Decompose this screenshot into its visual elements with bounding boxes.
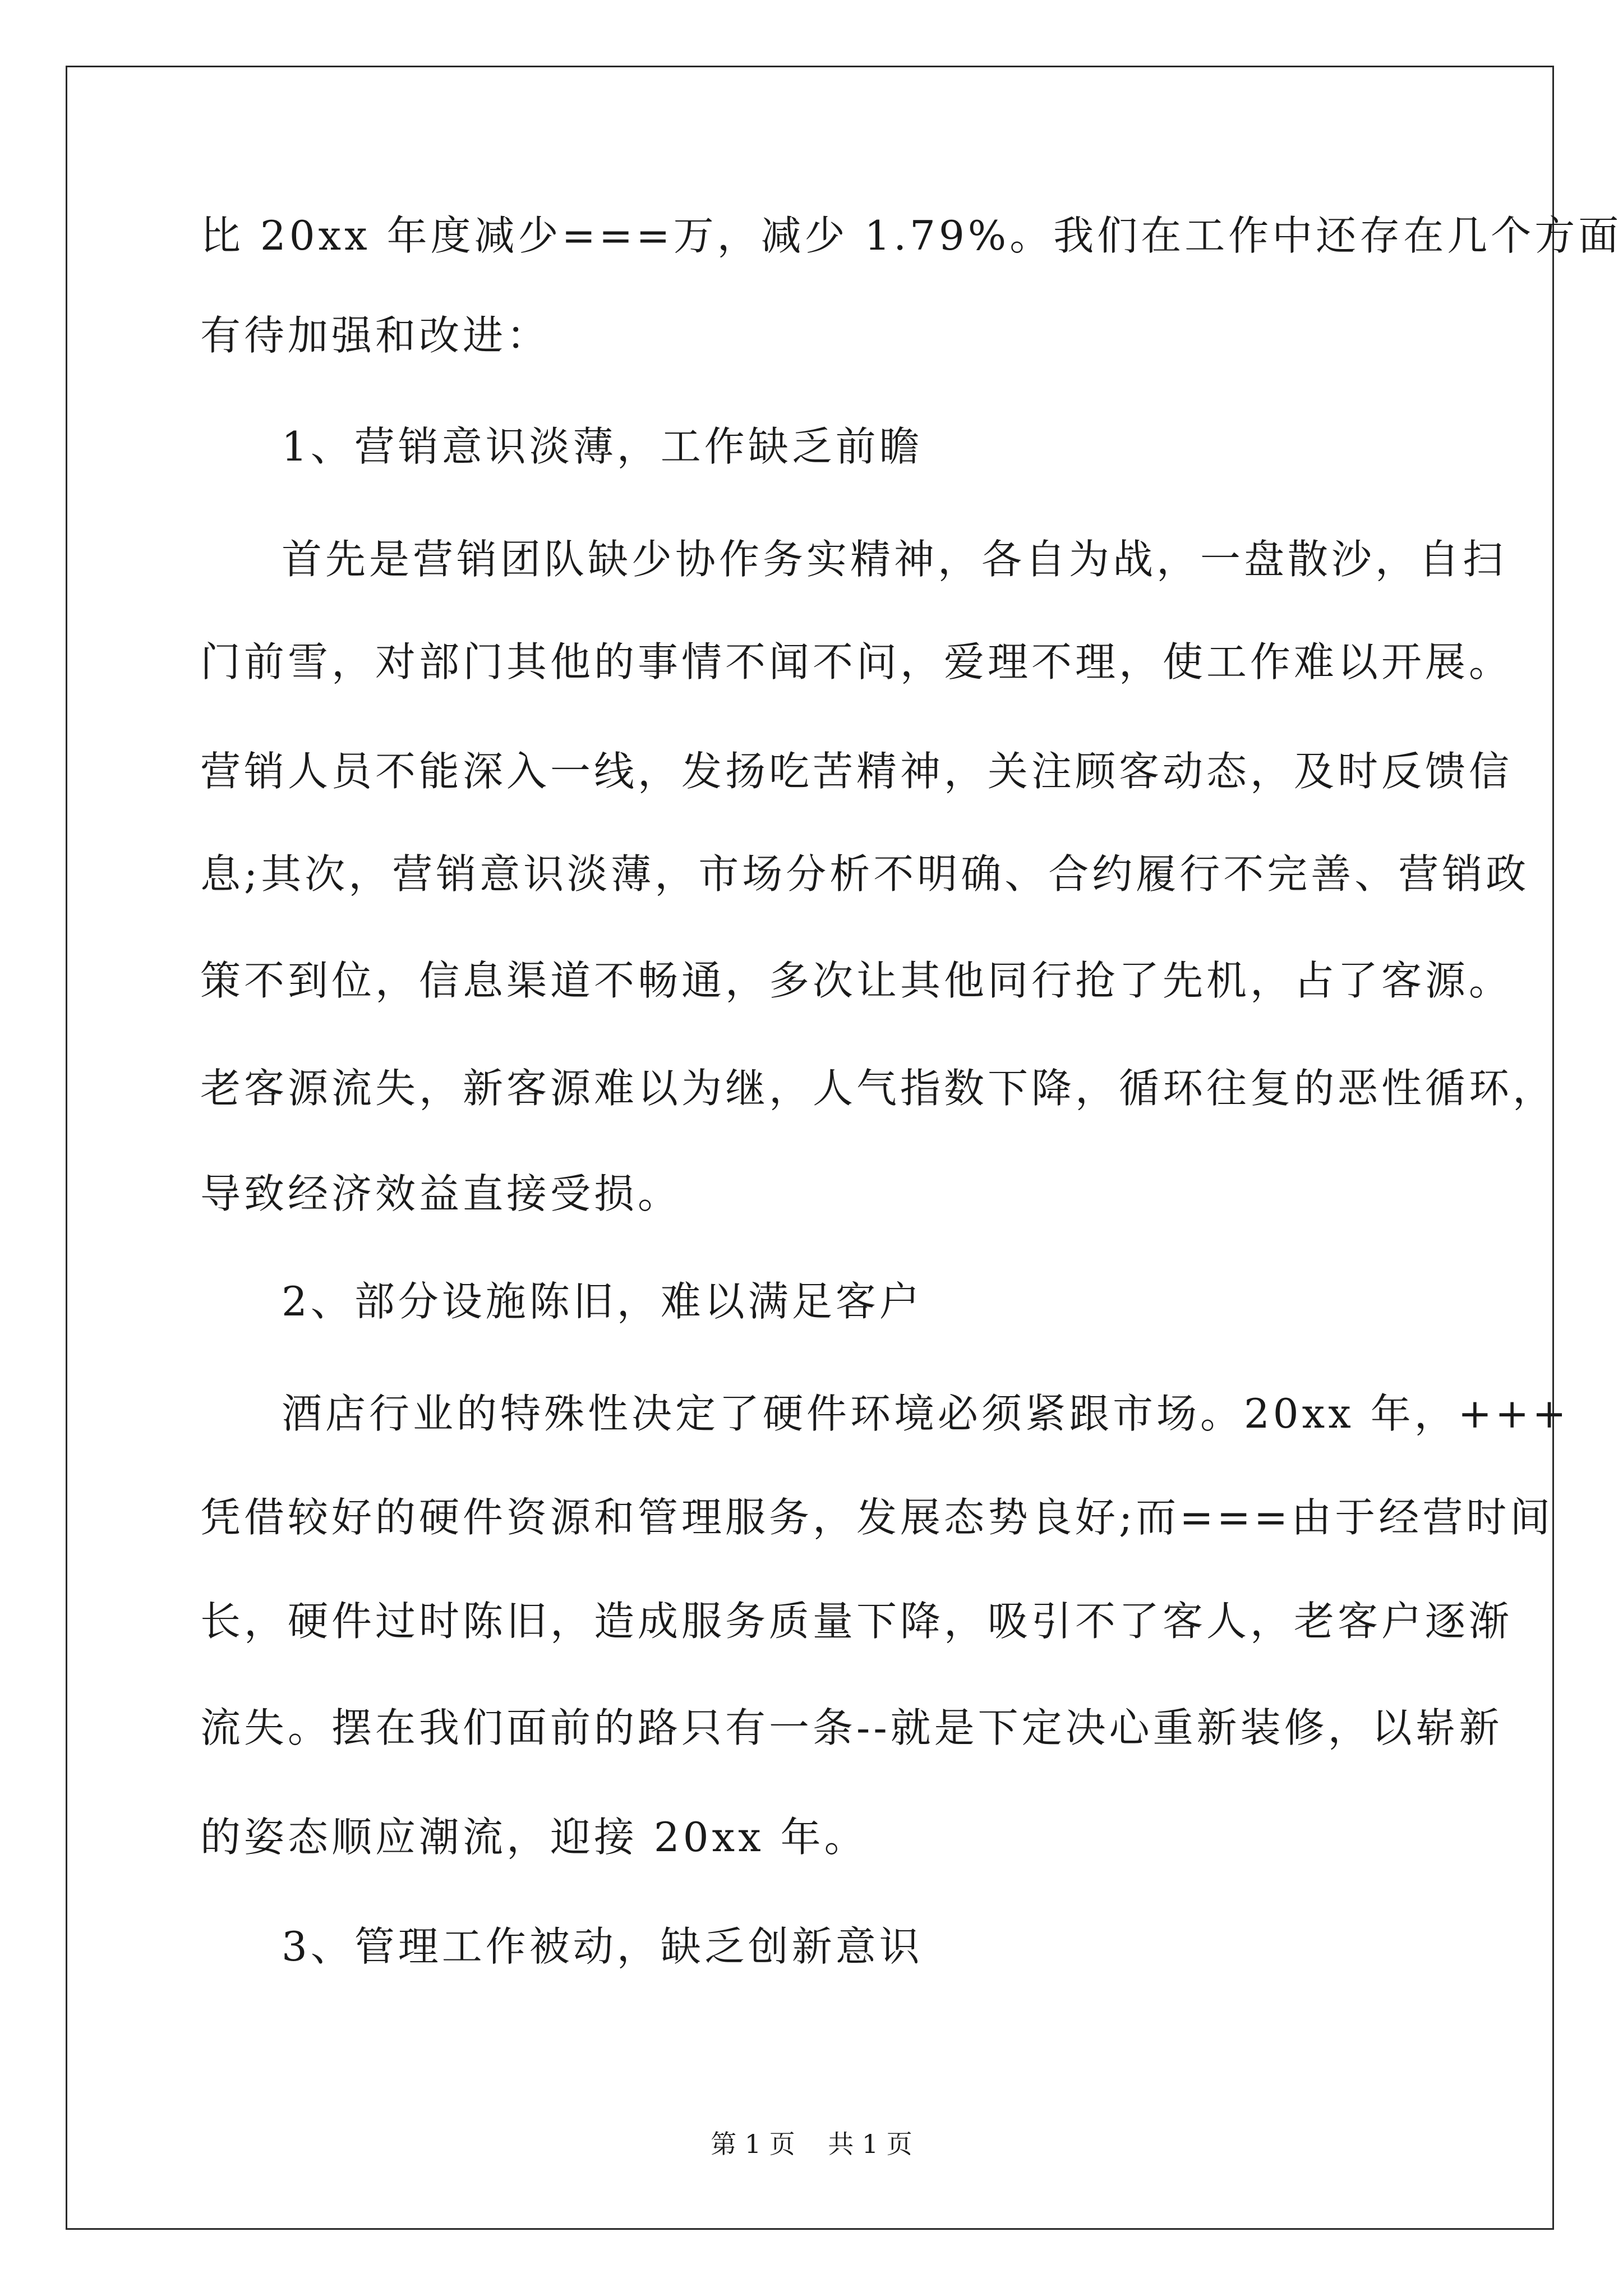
section-heading-2: 2、部分设施陈旧，难以满足客户: [282, 1278, 923, 1325]
text-line: 老客源流失，新客源难以为继，人气指数下降，循环往复的恶性循环，: [200, 1065, 1557, 1112]
text-line: 凭借较好的硬件资源和管理服务，发展态势良好;而===由于经营时间: [200, 1494, 1554, 1541]
section-heading-1: 1、营销意识淡薄，工作缺乏前瞻: [282, 423, 923, 470]
text-line: 首先是营销团队缺少协作务实精神，各自为战，一盘散沙，自扫: [282, 536, 1507, 583]
text-line: 长，硬件过时陈旧，造成服务质量下降，吸引不了客人，老客户逐渐: [200, 1598, 1513, 1645]
text-line: 策不到位，信息渠道不畅通，多次让其他同行抢了先机，占了客源。: [200, 957, 1513, 1004]
section-heading-3: 3、管理工作被动，缺乏创新意识: [282, 1923, 923, 1970]
text-line: 酒店行业的特殊性决定了硬件环境必须紧跟市场。20xx 年，+++: [282, 1390, 1570, 1437]
page-border: [66, 66, 1557, 2230]
text-line: 导致经济效益直接受损。: [200, 1170, 682, 1217]
text-line: 息;其次，营销意识淡薄，市场分析不明确、合约履行不完善、营销政: [200, 850, 1530, 898]
page-number-footer: 第 1 页 共 1 页: [711, 2129, 912, 2159]
text-line: 营销人员不能深入一线，发扬吃苦精神，关注顾客动态，及时反馈信: [200, 748, 1513, 795]
text-line: 比 20xx 年度减少===万，减少 1.79%。我们在工作中还存在几个方面: [200, 212, 1622, 259]
text-line: 门前雪，对部门其他的事情不闻不问，爱理不理，使工作难以开展。: [200, 638, 1513, 685]
text-line: 流失。摆在我们面前的路只有一条--就是下定决心重新装修，以崭新: [200, 1704, 1503, 1751]
text-line: 有待加强和改进：: [200, 312, 551, 359]
text-line: 的姿态顺应潮流，迎接 20xx 年。: [200, 1814, 868, 1861]
